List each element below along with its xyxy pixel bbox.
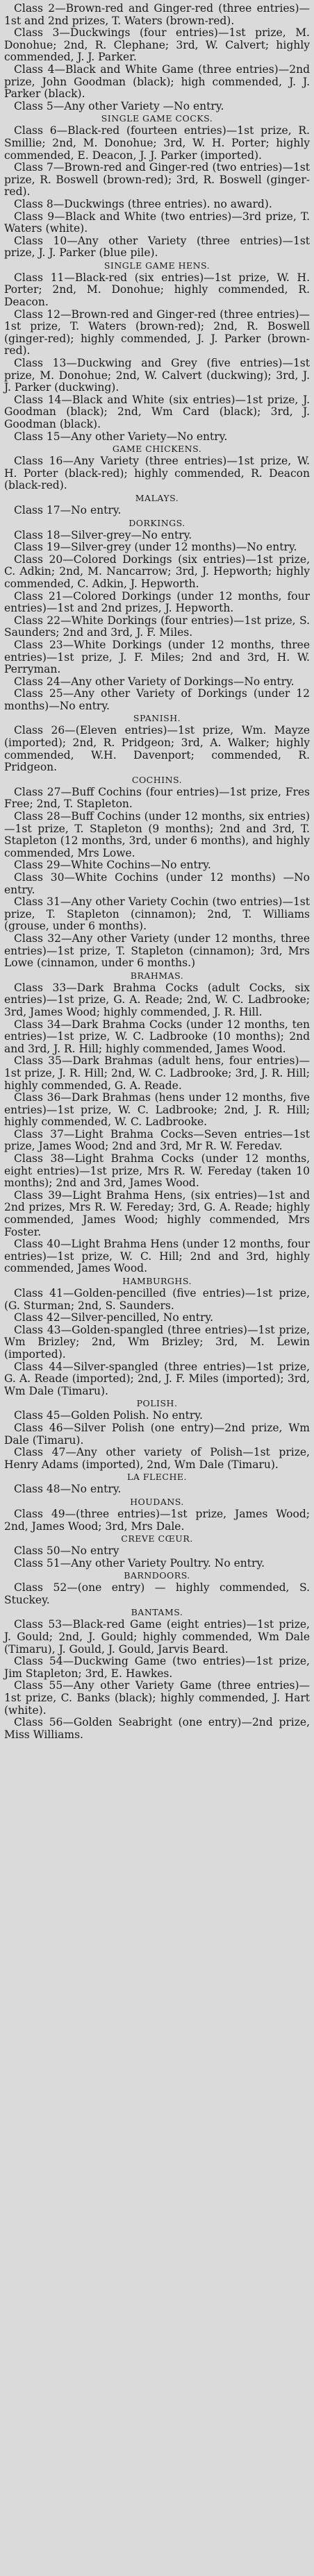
class-result-paragraph: Class 10—Any other Variety (three entries)—1st prize, J. J. Parker (blue pile).	[4, 234, 310, 260]
class-result-paragraph: Class 32—Any other Variety (under 12 months, three entries)—1st prize, T. Stapleton (cinnamon); 3rd, Mrs Lowe (cinnamon, under 6 months.)	[4, 932, 310, 970]
class-result-paragraph: Class 26—(Eleven entries)—1st prize, Wm. Mayze (imported); 2nd, R. Pridgeon; 3rd, A. Walker; highly commended, W.H. Davenport; commended, R. Pridgeon.	[4, 724, 310, 774]
section-heading: GAME CHICKENS.	[112, 444, 202, 455]
class-result-paragraph: Class 33—Dark Brahma Cocks (adult Cocks, six entries)—1st prize, G. A. Reade; 2nd, W. C. Ladbrooke; 3rd, James Wood; highly commended, J. R. Hill.	[4, 981, 310, 1018]
section-heading: SINGLE GAME COCKS.	[101, 113, 213, 124]
class-result-paragraph: Class 50—No entry	[14, 1544, 119, 1558]
section-heading: POLISH.	[136, 1398, 178, 1409]
section-heading: BRAHMAS.	[130, 970, 184, 981]
class-result-paragraph: Class 37—Light Brahma Cocks—Seven entries—1st prize, James Wood; 2nd and 3rd, Mr R. W. Feredav.	[4, 1127, 310, 1153]
class-result-paragraph: Class 25—Any other Variety of Dorkings (under 12 months)—No entry.	[4, 687, 310, 712]
class-result-paragraph: Class 17—No entry.	[14, 503, 122, 516]
section-heading: HAMBURGHS.	[122, 1276, 192, 1286]
class-result-paragraph: Class 29—White Cochins—No entry.	[14, 859, 211, 872]
class-result-paragraph: Class 12—Brown-red and Ginger-red (three entries)—1st prize, T. Waters (brown-red); 2nd, R. Boswell (ginger-red); highly commended, J. J. Parker (brown-red).	[4, 308, 310, 357]
class-result-paragraph: Class 9—Black and White (two entries)—3rd prize, T. Waters (white).	[4, 210, 310, 235]
class-result-paragraph: Class 49—(three entries)—1st prize, James Wood; 2nd, James Wood; 3rd, Mrs Dale.	[4, 1507, 310, 1533]
class-result-paragraph: Class 24—Any other Variety of Dorkings—No entry.	[14, 675, 295, 688]
class-result-paragraph: Class 3—Duckwings (four entries)—1st prize, M. Donohue; 2nd, R. Clephane; 3rd, W. Calvert; highly commended, J. J. Parker.	[4, 26, 310, 64]
class-result-paragraph: Class 22—White Dorkings (four entries)—1st prize, S. Saunders; 2nd and 3rd, J. F. Miles.	[4, 614, 310, 639]
class-result-paragraph: Class 52—(one entry) — highly commended, S. Stuckey.	[4, 1581, 310, 1606]
class-result-paragraph: Class 43—Golden-spangled (three entries)—1st prize, Wm Brizley; 2nd, Wm Brizley; 3rd, M. Lewin (imported).	[4, 1323, 310, 1361]
section-heading: CREVE CŒUR.	[121, 1533, 193, 1544]
class-result-paragraph: Class 40—Light Brahma Hens (under 12 months, four entries)—1st prize, W. C. Hill; 2nd and 3rd, highly commended, James Wood.	[4, 1238, 310, 1275]
class-result-paragraph: Class 53—Black-red Game (eight entries)—1st prize, J. Gould; 2nd, J. Gould; highly commended, Wm Dale (Timaru), J. Gould, J. Gould, Jarvis Beard.	[4, 1618, 310, 1656]
class-result-paragraph: Class 48—No entry.	[14, 1483, 122, 1496]
class-result-paragraph: Class 2—Brown-red and Ginger-red (three entries)—1st and 2nd prizes, T. Waters (brown-red).	[4, 2, 310, 27]
class-result-paragraph: Class 13—Duckwing and Grey (five entries)—1st prize, M. Donohue; 2nd, W. Calvert (duckwing); 3rd, J. J. Parker (duckwing).	[4, 357, 310, 394]
class-result-paragraph: Class 56—Golden Seabright (one entry)—2nd prize, Miss Williams.	[4, 1716, 310, 1741]
class-result-paragraph: Class 19—Silver-grey (under 12 months)—No entry.	[14, 541, 297, 554]
class-result-paragraph: Class 45—Golden Polish. No entry.	[14, 1409, 203, 1422]
class-result-paragraph: Class 38—Light Brahma Cocks (under 12 months, eight entries)—1st prize, Mrs R. W. Fereday (taken 10 months); 2nd and 3rd, James Wood.	[4, 1152, 310, 1190]
class-result-paragraph: Class 35—Dark Brahmas (adult hens, four entries)—1st prize, J. R. Hill; 2nd, W. C. Ladbrooke; 3rd, J. R. Hill; highly commended, G. A. Reade.	[4, 1054, 310, 1092]
class-result-paragraph: Class 28—Buff Cochins (under 12 months, six entries)—1st prize, T. Stapleton (9 months); 2nd and 3rd, T. Stapleton (12 months, 3rd, under 6 months), and highly commended, Mrs Lowe.	[4, 810, 310, 859]
class-result-paragraph: Class 51—Any other Variety Poultry. No entry.	[14, 1556, 265, 1569]
class-result-paragraph: Class 18—Silver-grey—No entry.	[14, 528, 192, 541]
class-result-paragraph: Class 31—Any other Variety Cochin (two entries)—1st prize, T. Stapleton (cinnamon); 2nd, T. Williams (grouse, under 6 months).	[4, 895, 310, 933]
class-result-paragraph: Class 8—Duckwings (three entries). no award).	[14, 197, 272, 210]
class-result-paragraph: Class 36—Dark Brahmas (hens under 12 months, five entries)—1st prize, W. C. Ladbrooke; 2nd, J. R. Hill; highly commended, W. C. Ladbrooke.	[4, 1091, 310, 1129]
class-result-paragraph: Class 27—Buff Cochins (four entries)—1st prize, Fres Free; 2nd, T. Stapleton.	[4, 785, 310, 811]
class-result-paragraph: Class 11—Black-red (six entries)—1st prize, W. H. Porter; 2nd, M. Donohue; highly commended, R. Deacon.	[4, 271, 310, 309]
class-result-paragraph: Class 4—Black and White Game (three entries)—2nd prize, John Goodman (black); high commended, J. J. Parker (black).	[4, 62, 310, 101]
class-result-paragraph: Class 20—Colored Dorkings (six entries)—1st prize, C. Adkin; 2nd, M. Nancarrow; 3rd, J. Hepworth; highly commended, C. Adkin, J. Hepworth.	[4, 553, 310, 590]
class-result-paragraph: Class 55—Any other Variety Game (three entries)—1st prize, C. Banks (black); highly commended, J. Hart (white).	[4, 1679, 310, 1717]
class-result-paragraph: Class 6—Black-red (fourteen entries)—1st prize, R. Smillie; 2nd, M. Donohue; 3rd, W. H. Porter; highly commended, E. Deacon, J. J. Parker (imported).	[4, 124, 310, 162]
class-result-paragraph: Class 47—Any other variety of Polish—1st prize, Henry Adams (imported), 2nd, Wm Dale (Timaru).	[4, 1446, 310, 1471]
section-heading: BANTAMS.	[131, 1607, 183, 1618]
section-heading: DORKINGS.	[129, 517, 185, 528]
class-result-paragraph: Class 39—Light Brahma Hens, (six entries)—1st and 2nd prizes, Mrs R. W. Fereday; 3rd, G. A. Reade; highly commended, James Wood; highly commended, Mrs Foster.	[4, 1188, 310, 1238]
class-result-paragraph: Class 15—Any other Variety—No entry.	[14, 430, 228, 443]
section-heading: MALAYS.	[135, 492, 179, 503]
class-result-paragraph: Class 42—Silver-pencilled, No entry.	[14, 1311, 214, 1324]
class-result-paragraph: Class 7—Brown-red and Ginger-red (two entries)—1st prize, R. Boswell (brown-red); 3rd, R. Boswell (ginger-red).	[4, 161, 310, 199]
section-heading: COCHINS.	[131, 774, 183, 785]
section-heading: LA FLECHE.	[127, 1472, 187, 1483]
class-result-paragraph: Class 46—Silver Polish (one entry)—2nd prize, Wm Dale (Timaru).	[4, 1421, 310, 1447]
class-result-paragraph: Class 41—Golden-pencilled (five entries)—1st prize, (G. Sturman; 2nd, S. Saunders.	[4, 1287, 310, 1312]
section-heading: BARNDOORS.	[124, 1570, 190, 1581]
section-heading: SINGLE GAME HENS.	[104, 260, 210, 271]
class-result-paragraph: Class 54—Duckwing Game (two entries)—1st prize, Jim Stapleton; 3rd, E. Hawkes.	[4, 1655, 310, 1680]
class-result-paragraph: Class 44—Silver-spangled (three entries)—1st prize, G. A. Reade (imported); 2nd, J. F. Miles (imported); 3rd, Wm Dale (Timaru).	[4, 1360, 310, 1397]
class-result-paragraph: Class 16—Any Variety (three entries)—1st prize, W. H. Porter (black-red); highly commended, R. Deacon (black-red).	[4, 455, 310, 492]
class-result-paragraph: Class 30—White Cochins (under 12 months) —No entry.	[4, 871, 310, 896]
class-result-paragraph: Class 5—Any other Variety —No entry.	[14, 99, 224, 112]
class-result-paragraph: Class 21—Colored Dorkings (under 12 months, four entries)—1st and 2nd prizes, J. Hepworth.	[4, 589, 310, 615]
section-heading: HOUDANS.	[130, 1496, 184, 1507]
class-result-paragraph: Class 23—White Dorkings (under 12 months, three entries)—1st prize, J. F. Miles; 2nd and 3rd, H. W. Perryman.	[4, 638, 310, 676]
class-result-paragraph: Class 14—Black and White (six entries)—1st prize, J. Goodman (black); 2nd, Wm Card (black); 3rd, J. Goodman (black).	[4, 393, 310, 430]
section-heading: SPANISH.	[133, 713, 181, 724]
class-result-paragraph: Class 34—Dark Brahma Cocks (under 12 months, ten entries)—1st prize, W. C. Ladbrooke (10 months); 2nd and 3rd, J. R. Hill; highly commended, James Wood.	[4, 1018, 310, 1055]
